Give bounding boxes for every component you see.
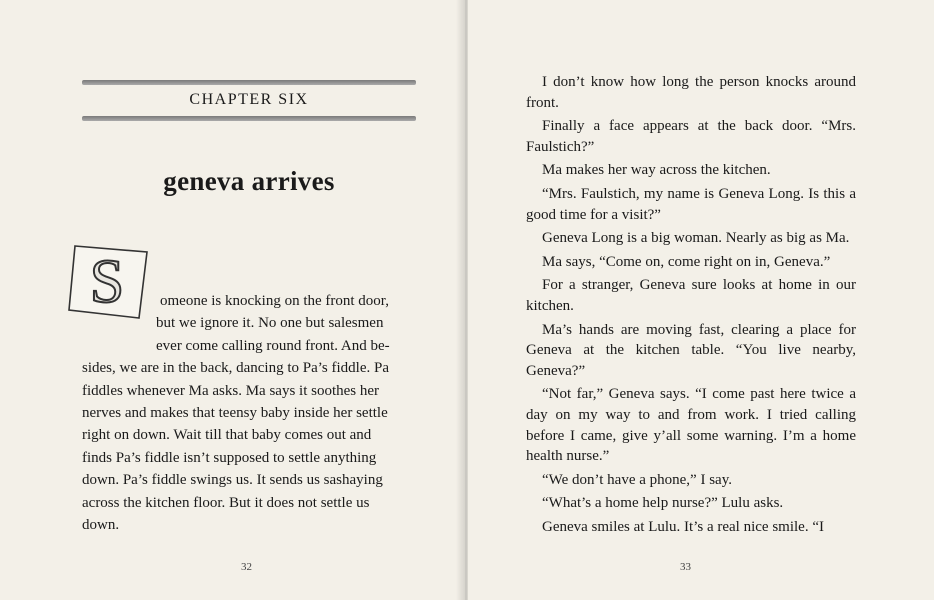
text-line: down. xyxy=(82,517,120,534)
paragraph: Ma makes her way across the kitchen. xyxy=(542,162,771,179)
chapter-opening-text xyxy=(82,290,414,536)
chapter-rule-top xyxy=(82,80,416,85)
text-line: but we ignore it. No one but salesmen xyxy=(156,315,384,332)
right-page xyxy=(468,0,934,600)
paragraph: “Not far,” Geneva says. “I come past here twice a day on my way to and from work. I tried calling before I came, give y’all some warning. I’m a home health nurse.” xyxy=(526,386,856,465)
chapter-rule-bottom xyxy=(82,116,416,121)
text-line: fiddles whenever Ma asks. Ma says it soothes her xyxy=(82,382,380,399)
text-line: sides, we are in the back, dancing to Pa’s fiddle. Pa xyxy=(82,360,390,377)
drop-cap-letter: S xyxy=(89,248,125,316)
page-number-left: 32 xyxy=(241,561,252,573)
paragraph: “We don’t have a phone,” I say. xyxy=(542,471,732,488)
paragraph: For a stranger, Geneva sure looks at home in our kitchen. xyxy=(526,277,856,314)
story-text xyxy=(526,72,856,540)
paragraph: Ma says, “Come on, come right on in, Geneva.” xyxy=(542,253,831,270)
chapter-label: CHAPTER SIX xyxy=(189,91,309,108)
paragraph: Finally a face appears at the back door. “Mrs. Faulstich?” xyxy=(526,118,856,155)
paragraph: “What’s a home help nurse?” Lulu asks. xyxy=(542,495,784,512)
page-number-right: 33 xyxy=(680,561,691,573)
left-page xyxy=(0,0,462,600)
text-line: down. Pa’s fiddle swings us. It sends us sashaying xyxy=(82,472,383,489)
paragraph: I don’t know how long the person knocks around front. xyxy=(526,74,856,111)
text-line: finds Pa’s fiddle isn’t supposed to settle anything xyxy=(82,449,377,466)
text-line: ever come calling round front. And be- xyxy=(156,337,390,354)
text-line: right on down. Wait till that baby comes out and xyxy=(82,427,372,444)
text-line: nerves and makes that teensy baby inside her settle xyxy=(82,405,388,422)
text-line: omeone is knocking on the front door, xyxy=(160,293,389,309)
paragraph: Geneva Long is a big woman. Nearly as big as Ma. xyxy=(542,230,850,247)
paragraph: “Mrs. Faulstich, my name is Geneva Long. Is this a good time for a visit?” xyxy=(526,185,856,223)
chapter-title: geneva arrives xyxy=(163,166,335,196)
text-line: across the kitchen floor. But it does not settle us xyxy=(82,494,370,511)
paragraph: Geneva smiles at Lulu. It’s a real nice smile. “I xyxy=(542,518,824,535)
paragraph: Ma’s hands are moving fast, clearing a place for Geneva at the kitchen table. “You live nearby, Geneva?” xyxy=(526,321,856,379)
